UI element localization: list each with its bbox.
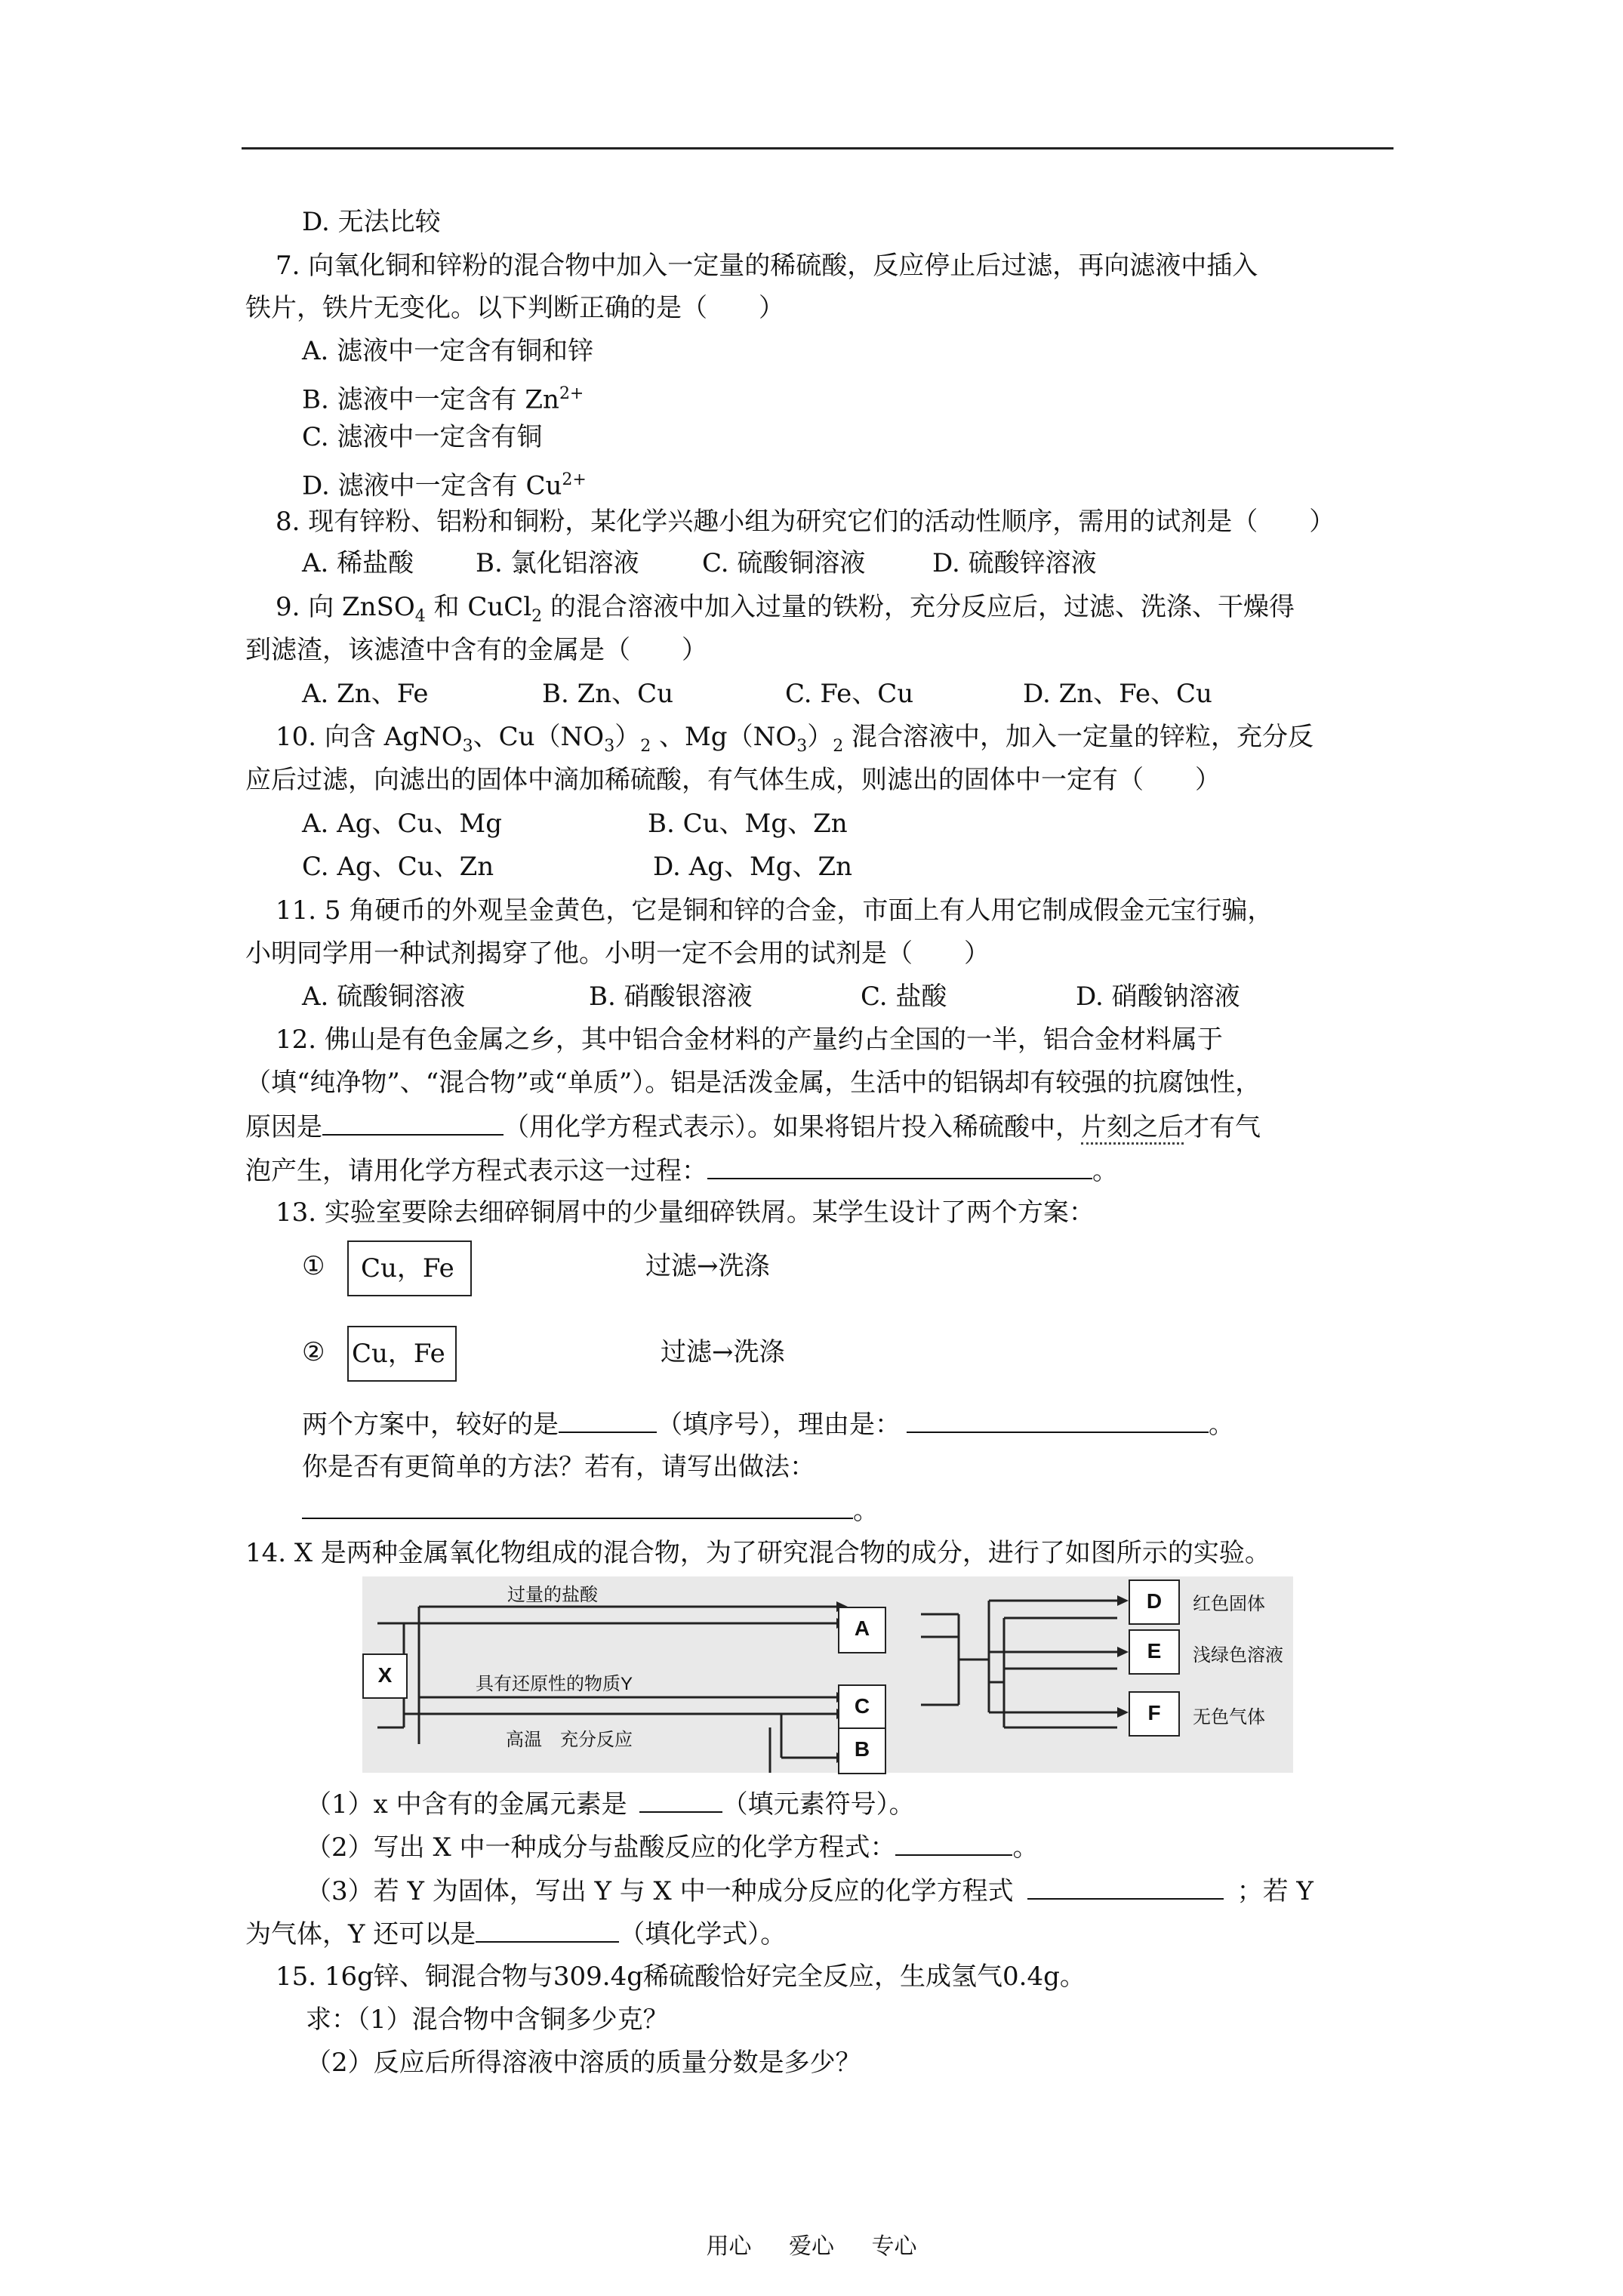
q14-part-2: （2）写出 X 中一种成分与盐酸反应的化学方程式： 。 bbox=[306, 1829, 1038, 1866]
q10-option-c: C. Ag、Cu、Zn bbox=[302, 852, 494, 882]
q13-blank-3[interactable] bbox=[302, 1492, 853, 1519]
q12-blank-2[interactable] bbox=[707, 1152, 1092, 1179]
q15-question-1: 求：（1）混合物中含铜多少克？ bbox=[306, 2005, 669, 2035]
q13-answer-line: 。 bbox=[302, 1492, 879, 1529]
page-footer: 用心 爱心 专心 bbox=[706, 2233, 917, 2260]
q13-question-1: 两个方案中，较好的是 （填序号），理由是： 。 bbox=[302, 1406, 1234, 1443]
q9-option-a: A. Zn、Fe bbox=[302, 679, 429, 709]
q13-plan-1-box: Cu，Fe bbox=[347, 1240, 472, 1296]
q10-stem-2: 应后过滤，向滤出的固体中滴加稀硫酸，有气体生成，则滤出的固体中一定有（ ） bbox=[245, 765, 1221, 795]
q8-option-a: A. 稀盐酸 bbox=[302, 548, 414, 578]
q11-stem-1: 11. 5 角硬币的外观呈金黄色，它是铜和锌的合金，市面上有人用它制成假金元宝行骗， bbox=[276, 895, 1273, 926]
q11-stem-2: 小明同学用一种试剂揭穿了他。小明一定不会用的试剂是（ ） bbox=[245, 938, 990, 969]
q11-option-c: C. 盐酸 bbox=[861, 982, 947, 1012]
q10-option-b: B. Cu、Mg、Zn bbox=[648, 809, 848, 839]
q9-stem-2: 到滤渣，该滤渣中含有的金属是（ ） bbox=[245, 635, 707, 665]
label-condition: 高温 充分反应 bbox=[506, 1730, 633, 1750]
q11-option-d: D. 硝酸钠溶液 bbox=[1076, 982, 1240, 1012]
q8-option-d: D. 硫酸锌溶液 bbox=[932, 548, 1097, 578]
q12-stem-3: 原因是 （用化学方程式表示）。如果将铝片投入稀硫酸中，片刻之后才有气 bbox=[245, 1108, 1261, 1145]
q14-part-1: （1）x 中含有的金属元素是 （填元素符号）。 bbox=[306, 1786, 915, 1823]
node-f: F bbox=[1129, 1691, 1180, 1737]
node-a: A bbox=[838, 1607, 886, 1653]
q13-blank-1[interactable] bbox=[559, 1406, 657, 1433]
q8-stem: 8. 现有锌粉、铝粉和铜粉，某化学兴趣小组为研究它们的活动性顺序，需用的试剂是（ ） bbox=[276, 507, 1335, 537]
q7-option-a: A. 滤液中一定含有铜和锌 bbox=[302, 336, 594, 366]
node-e: E bbox=[1129, 1629, 1180, 1675]
q13-blank-2[interactable] bbox=[907, 1406, 1209, 1433]
q15-question-2: （2）反应后所得溶液中溶质的质量分数是多少？ bbox=[306, 2048, 861, 2078]
q9-option-c: C. Fe、Cu bbox=[785, 679, 914, 709]
label-reducing-y: 具有还原性的物质Y bbox=[476, 1674, 633, 1694]
q14-part-4: 为气体，Y 还可以是 （填化学式）。 bbox=[245, 1915, 786, 1952]
q7-option-d: D. 滤液中一定含有 $Cu^{2+}$ bbox=[302, 470, 587, 501]
node-b: B bbox=[838, 1727, 886, 1774]
q14-blank-4[interactable] bbox=[476, 1915, 619, 1943]
q7-stem-1: 7. 向氧化铜和锌粉的混合物中加入一定量的稀硫酸，反应停止后过滤，再向滤液中插入 bbox=[276, 251, 1258, 281]
q8-option-b: B. 氯化铝溶液 bbox=[476, 548, 639, 578]
q14-flow-diagram bbox=[362, 1576, 1293, 1773]
node-x: X bbox=[362, 1653, 408, 1699]
q14-blank-2[interactable] bbox=[895, 1829, 1012, 1856]
q13-plan-2-step: 过滤→洗涤 bbox=[661, 1337, 785, 1367]
q7-stem-2: 铁片，铁片无变化。以下判断正确的是（ ） bbox=[245, 293, 784, 323]
node-c: C bbox=[838, 1684, 886, 1731]
q12-stem-1: 12. 佛山是有色金属之乡，其中铝合金材料的产量约占全国的一半，铝合金材料属于 bbox=[276, 1025, 1223, 1055]
q13-question-2: 你是否有更简单的方法？若有，请写出做法： bbox=[302, 1452, 815, 1482]
q9-option-d: D. Zn、Fe、Cu bbox=[1023, 679, 1212, 709]
q13-plan-1-marker: ① bbox=[302, 1251, 325, 1281]
q13-plan-2-box: Cu，Fe bbox=[347, 1326, 457, 1382]
q12-blank-1[interactable] bbox=[322, 1108, 504, 1136]
label-red-solid: 红色固体 bbox=[1193, 1594, 1265, 1614]
label-green-solution: 浅绿色溶液 bbox=[1193, 1645, 1283, 1666]
q13-stem: 13. 实验室要除去细碎铜屑中的少量细碎铁屑。某学生设计了两个方案： bbox=[276, 1197, 1095, 1228]
q14-blank-3[interactable] bbox=[1027, 1872, 1224, 1900]
q14-part-3: （3）若 Y 为固体，写出 Y 与 X 中一种成分反应的化学方程式 ；若 Y bbox=[306, 1872, 1313, 1909]
q13-plan-2-marker: ② bbox=[302, 1337, 325, 1367]
q6-option-d: D. 无法比较 bbox=[302, 207, 441, 237]
q12-stem-2: （填“纯净物”、“混合物”或“单质”）。铝是活泼金属，生活中的铝锅却有较强的抗腐蚀性， bbox=[245, 1068, 1261, 1098]
node-d: D bbox=[1129, 1579, 1180, 1625]
q14-blank-1[interactable] bbox=[639, 1786, 722, 1813]
q12-stem-4: 泡产生，请用化学方程式表示这一过程： 。 bbox=[245, 1152, 1118, 1189]
q11-option-a: A. 硫酸铜溶液 bbox=[302, 982, 466, 1012]
q10-option-a: A. Ag、Cu、Mg bbox=[302, 809, 502, 839]
q14-stem: 14. X 是两种金属氧化物组成的混合物，为了研究混合物的成分，进行了如图所示的实验。 bbox=[245, 1538, 1270, 1568]
label-excess-hcl: 过量的盐酸 bbox=[507, 1585, 598, 1605]
q11-option-b: B. 硝酸银溶液 bbox=[589, 982, 753, 1012]
q9-stem-1: 9. 向 ZnSO$_4$ 和 CuCl$_2$ 的混合溶液中加入过量的铁粉，充分反应后，过滤、洗涤、干燥得 bbox=[276, 592, 1295, 626]
label-colorless-gas: 无色气体 bbox=[1193, 1707, 1265, 1727]
q7-option-c: C. 滤液中一定含有铜 bbox=[302, 422, 543, 452]
q13-plan-1-step: 过滤→洗涤 bbox=[645, 1251, 770, 1281]
q7-option-b: B. 滤液中一定含有 $Zn^{2+}$ bbox=[302, 384, 584, 415]
q9-option-b: B. Zn、Cu bbox=[542, 679, 674, 709]
q10-option-d: D. Ag、Mg、Zn bbox=[653, 852, 853, 882]
q15-stem: 15. 16g锌、铜混合物与309.4g稀硫酸恰好完全反应，生成氢气0.4g。 bbox=[276, 1962, 1086, 1992]
header-rule bbox=[242, 147, 1394, 149]
q8-option-c: C. 硫酸铜溶液 bbox=[702, 548, 866, 578]
q10-stem-1: 10. 向含 AgNO$_3$、$Cu(NO_3)_2$ 、$Mg(NO_3)_2$ 混合溶液中，加入一定量的锌粒，充分反 bbox=[276, 722, 1314, 756]
